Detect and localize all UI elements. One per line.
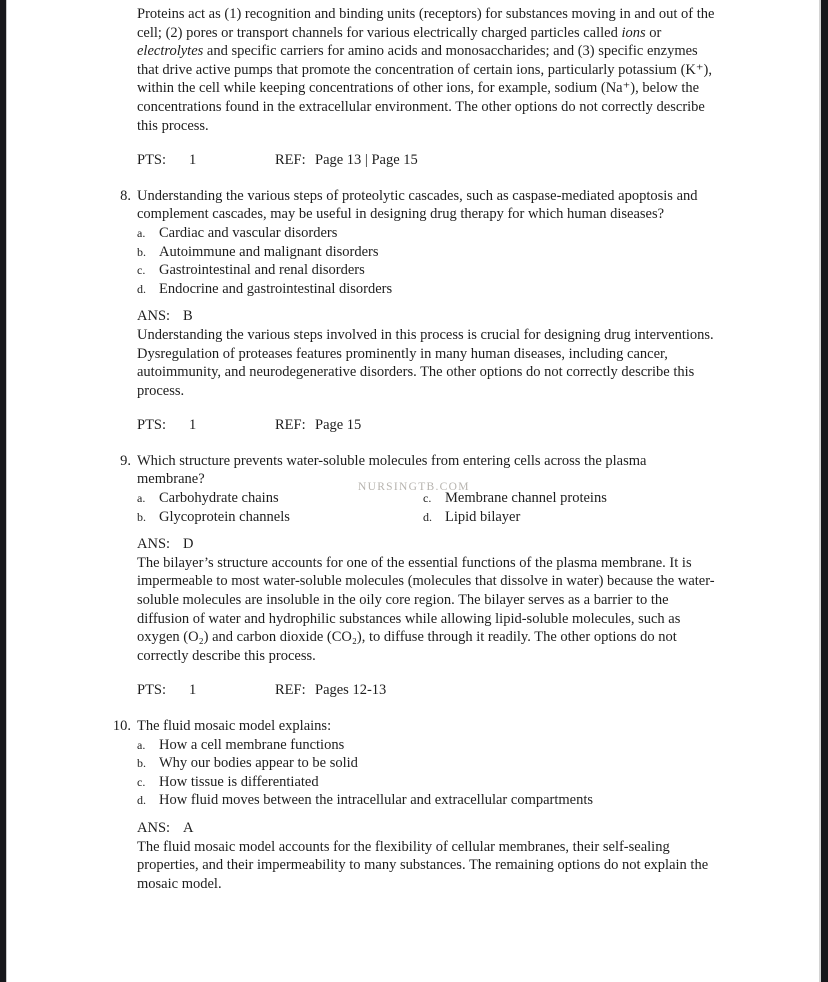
question-stem: The fluid mosaic model explains: [137,718,332,734]
option-letter: d. [423,509,432,524]
option-letter: a. [137,737,146,752]
pts-ref-line [137,151,717,170]
question-stem: Which structure prevents water-soluble molecules from entering cells across the plasma membrane? [137,452,647,488]
ref-value: Page 13 | Page 15 [315,152,418,169]
option-b [137,754,717,773]
pts-value: 1 [189,417,197,434]
ans-label: ANS: [137,536,171,553]
question-8 [120,187,717,299]
rationale-italic-electrolytes: electrolytes [137,43,204,60]
option-c [137,773,717,792]
ref-value: Pages 12-13 [315,682,387,699]
options-list [137,489,717,526]
option-letter: d. [137,281,146,296]
ref-value: Page 15 [315,417,362,434]
option-b [137,243,717,262]
option-text: Endocrine and gastrointestinal disorders [159,280,393,297]
answer-line [137,535,717,554]
option-text: How a cell membrane functions [159,736,345,753]
option-text: How fluid moves between the intracellular and extracellular compartments [159,792,594,809]
option-text: Autoimmune and malignant disorders [159,243,379,260]
option-text: How tissue is differentiated [159,773,319,790]
pts-label: PTS: [137,152,167,169]
option-c [137,261,717,280]
ref-label: REF: [275,682,306,699]
option-letter: c. [423,491,432,506]
ref-label: REF: [275,417,306,434]
option-text: Cardiac and vascular disorders [159,224,338,241]
option-text: Membrane channel proteins [445,490,607,507]
option-a [137,736,717,755]
ans-value: B [183,308,193,325]
option-letter: d. [137,793,146,808]
left-edge-bar [0,0,7,982]
question7-rationale [137,5,717,135]
right-edge-bar [819,0,828,982]
question-10 [112,717,717,810]
option-letter: b. [137,509,146,524]
question-number: 9. [120,452,131,469]
option-text: Glycoprotein channels [159,508,290,525]
option-letter: b. [137,244,146,259]
question-stem: Understanding the various steps of proteolytic cascades, such as caspase-mediated apoptosis and complement cascades, may be useful in designing drug therapy for which human diseases? [137,187,698,223]
option-letter: c. [137,774,146,789]
option-letter: a. [137,491,146,506]
pts-ref-line [137,681,717,700]
answer-line [137,307,717,326]
option-text: Gastrointestinal and renal disorders [159,262,365,279]
option-d [423,508,717,527]
answer-line [137,819,717,838]
option-text: Lipid bilayer [445,508,521,525]
answer-rationale: Understanding the various steps involved in this process is crucial for designing drug interventions. Dysregulation of proteases features prominently in many human diseases, including cancer, autoimmunity, and neurodegenerative disorders. The other options do not correctly describe this process. [137,326,714,399]
rationale-text: and specific carriers for amino acids and monosaccharides; and (3) specific enzymes that drive active pumps that promote the concentration of certain ions, particularly potassium (K⁺), within the cell while keeping concentrations of other ions, for example, sodium (Na⁺), below the concentrations found in the extracellular environment. The other options do not correctly describe this process. [137,43,712,134]
answer-rationale: The bilayer’s structure accounts for one of the essential functions of the plasma membrane. It is impermeable to most water-soluble molecules (molecules that dissolve in water) because the water-soluble molecules are insoluble in the oily core region. The bilayer serves as a barrier to the diffusion of water and hydrophilic substances while allowing lipid-soluble molecules, such as oxygen (O₂) and carbon dioxide (CO₂), to diffuse through it readily. The other options do not correctly describe this process. [137,554,715,664]
ans-value: D [183,536,194,553]
ref-label: REF: [275,152,306,169]
option-letter: c. [137,263,146,278]
option-text: Carbohydrate chains [159,490,279,507]
ans-value: A [183,819,194,836]
options-list [137,224,717,298]
option-b [137,508,423,527]
option-text: Why our bodies appear to be solid [159,755,358,772]
question-number: 8. [120,187,131,204]
option-a [137,224,717,243]
rationale-text: Proteins act as (1) recognition and binding units (receptors) for substances moving in and out of the cell; (2) pores or transport channels for various electrically charged particles called [137,6,715,41]
pts-value: 1 [189,682,197,699]
question-number: 10. [112,718,131,734]
option-letter: b. [137,756,146,771]
ans-label: ANS: [137,819,171,836]
rationale-italic-ions: ions [621,24,646,41]
option-d [137,280,717,299]
watermark: NURSINGTB.COM [358,481,470,493]
ans-label: ANS: [137,308,171,325]
option-letter: a. [137,225,146,240]
document-content [112,5,717,893]
pts-label: PTS: [137,417,167,434]
pts-ref-line [137,416,717,435]
options-list [137,736,717,810]
option-d [137,791,717,810]
rationale-text: or [645,24,662,41]
answer-rationale: The fluid mosaic model accounts for the flexibility of cellular membranes, their self-sealing properties, and their impermeability to many substances. The remaining options do not explain the mosaic model. [137,838,709,892]
pts-value: 1 [189,152,197,169]
pts-label: PTS: [137,682,167,699]
